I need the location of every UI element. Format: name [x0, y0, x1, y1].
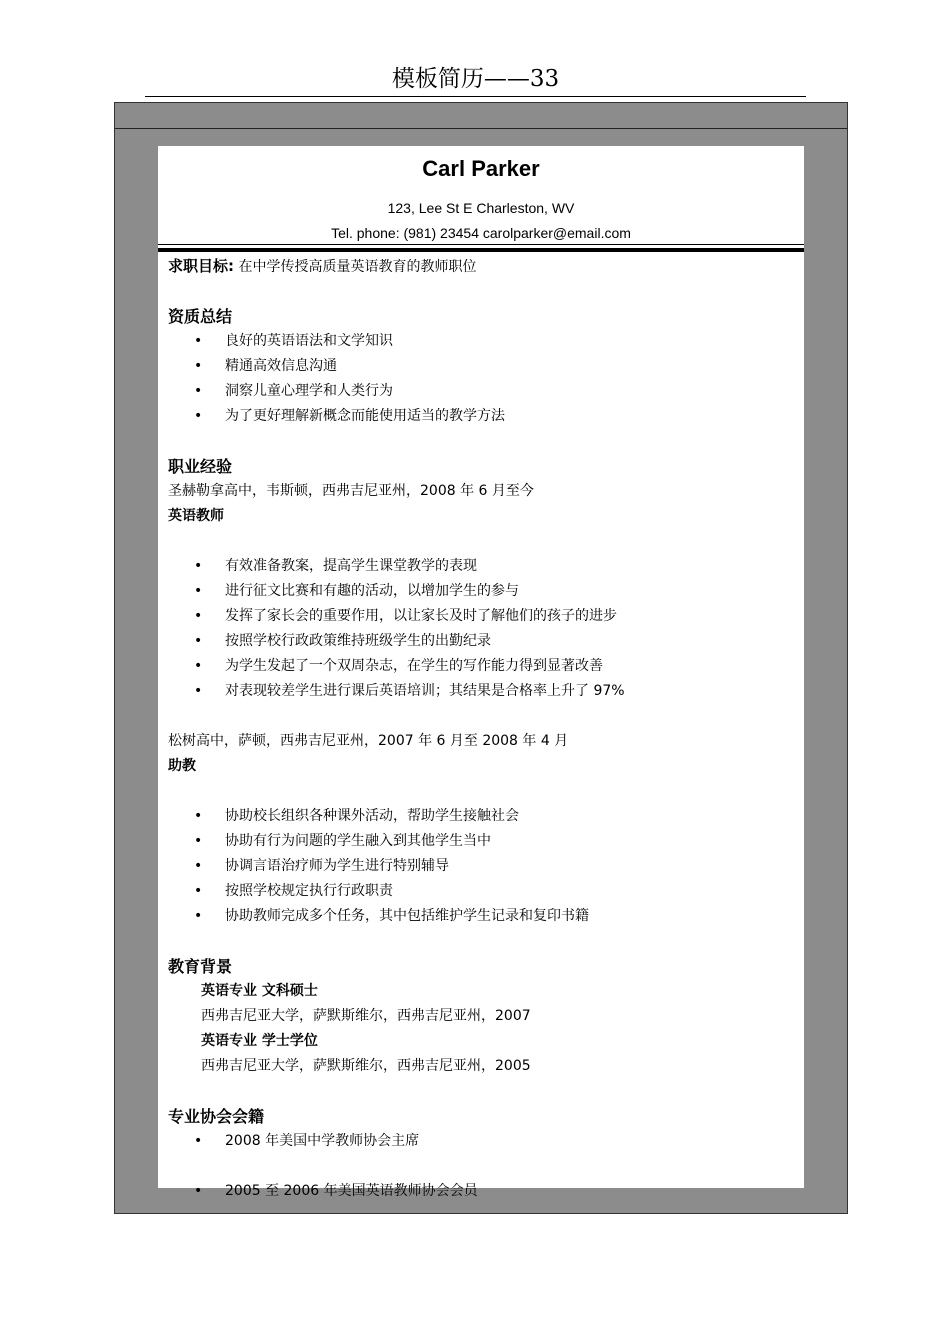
list-item: • 按照学校规定执行行政职责 [168, 879, 798, 904]
job-duties-list [168, 804, 798, 929]
bullet-icon: • [194, 333, 203, 349]
degree-title: 英语专业 学士学位 [201, 1033, 318, 1049]
qualifications-list [168, 329, 798, 429]
candidate-name: Carl Parker [422, 156, 540, 181]
list-item: • 发挥了家长会的重要作用，以让家长及时了解他们的孩子的进步 [168, 604, 798, 629]
degree-school: 西弗吉尼亚大学，萨默斯维尔，西弗吉尼亚州，2007 [201, 1008, 531, 1024]
frame-divider [115, 128, 847, 129]
candidate-contact: Tel. phone: (981) 23454 carolparker@email.com [331, 225, 631, 241]
memberships-heading: 专业协会会籍 [168, 1107, 265, 1126]
list-item: • 为学生发起了一个双周杂志，在学生的写作能力得到显著改善 [168, 654, 798, 679]
bullet-icon: • [194, 1133, 203, 1149]
job-duties-list [168, 554, 798, 704]
bullet-icon: • [194, 658, 203, 674]
bullet-icon: • [194, 558, 203, 574]
objective-text: 在中学传授高质量英语教育的教师职位 [234, 259, 477, 275]
degree-school: 西弗吉尼亚大学，萨默斯维尔，西弗吉尼亚州，2005 [201, 1058, 531, 1074]
objective-line [168, 254, 798, 279]
bullet-icon: • [194, 583, 203, 599]
list-item: • 2008 年美国中学教师协会主席 [168, 1129, 798, 1154]
header-rule-thin [158, 244, 804, 245]
bullet-icon: • [194, 833, 203, 849]
list-item: • 协助校长组织各种课外活动，帮助学生接触社会 [168, 804, 798, 829]
list-item: • 协助教师完成多个任务，其中包括维护学生记录和复印书籍 [168, 904, 798, 929]
candidate-address: 123, Lee St E Charleston, WV [387, 200, 575, 216]
bullet-icon: • [194, 808, 203, 824]
resume-body [168, 254, 798, 1204]
document-title: 模板简历——33 [145, 62, 806, 97]
list-item: • 按照学校行政政策维持班级学生的出勤纪录 [168, 629, 798, 654]
job-role: 助教 [168, 758, 196, 774]
bullet-icon: • [194, 858, 203, 874]
list-item: • 协助有行为问题的学生融入到其他学生当中 [168, 829, 798, 854]
header-rule-thick [158, 248, 804, 252]
education-heading: 教育背景 [168, 957, 233, 976]
list-item: • 有效准备教案，提高学生课堂教学的表现 [168, 554, 798, 579]
list-item: • 2005 至 2006 年美国英语教师协会会员 [168, 1179, 798, 1204]
list-item: • 良好的英语语法和文学知识 [168, 329, 798, 354]
bullet-icon: • [194, 408, 203, 424]
job-organization: 圣赫勒拿高中，韦斯顿，西弗吉尼亚州，2008 年 6 月至今 [168, 483, 534, 499]
qualifications-heading: 资质总结 [168, 307, 233, 326]
degree-title: 英语专业 文科硕士 [201, 983, 318, 999]
bullet-icon: • [194, 683, 203, 699]
list-item: • 洞察儿童心理学和人类行为 [168, 379, 798, 404]
experience-heading: 职业经验 [168, 457, 233, 476]
bullet-icon: • [194, 908, 203, 924]
job-organization: 松树高中，萨顿，西弗吉尼亚州，2007 年 6 月至 2008 年 4 月 [168, 733, 569, 749]
bullet-icon: • [194, 633, 203, 649]
bullet-icon: • [194, 383, 203, 399]
bullet-icon: • [194, 1183, 203, 1199]
list-item: • 进行征文比赛和有趣的活动，以增加学生的参与 [168, 579, 798, 604]
list-item: • 协调言语治疗师为学生进行特别辅导 [168, 854, 798, 879]
resume-sheet [158, 146, 804, 1199]
memberships-list [168, 1179, 798, 1204]
objective-label: 求职目标: [168, 257, 234, 275]
list-item: • 为了更好理解新概念而能使用适当的教学方法 [168, 404, 798, 429]
memberships-list [168, 1129, 798, 1154]
bullet-icon: • [194, 883, 203, 899]
resume-frame [114, 102, 848, 1214]
list-item: • 精通高效信息沟通 [168, 354, 798, 379]
bullet-icon: • [194, 358, 203, 374]
list-item: • 对表现较差学生进行课后英语培训；其结果是合格率上升了 97% [168, 679, 798, 704]
job-role: 英语教师 [168, 508, 224, 524]
bullet-icon: • [194, 608, 203, 624]
